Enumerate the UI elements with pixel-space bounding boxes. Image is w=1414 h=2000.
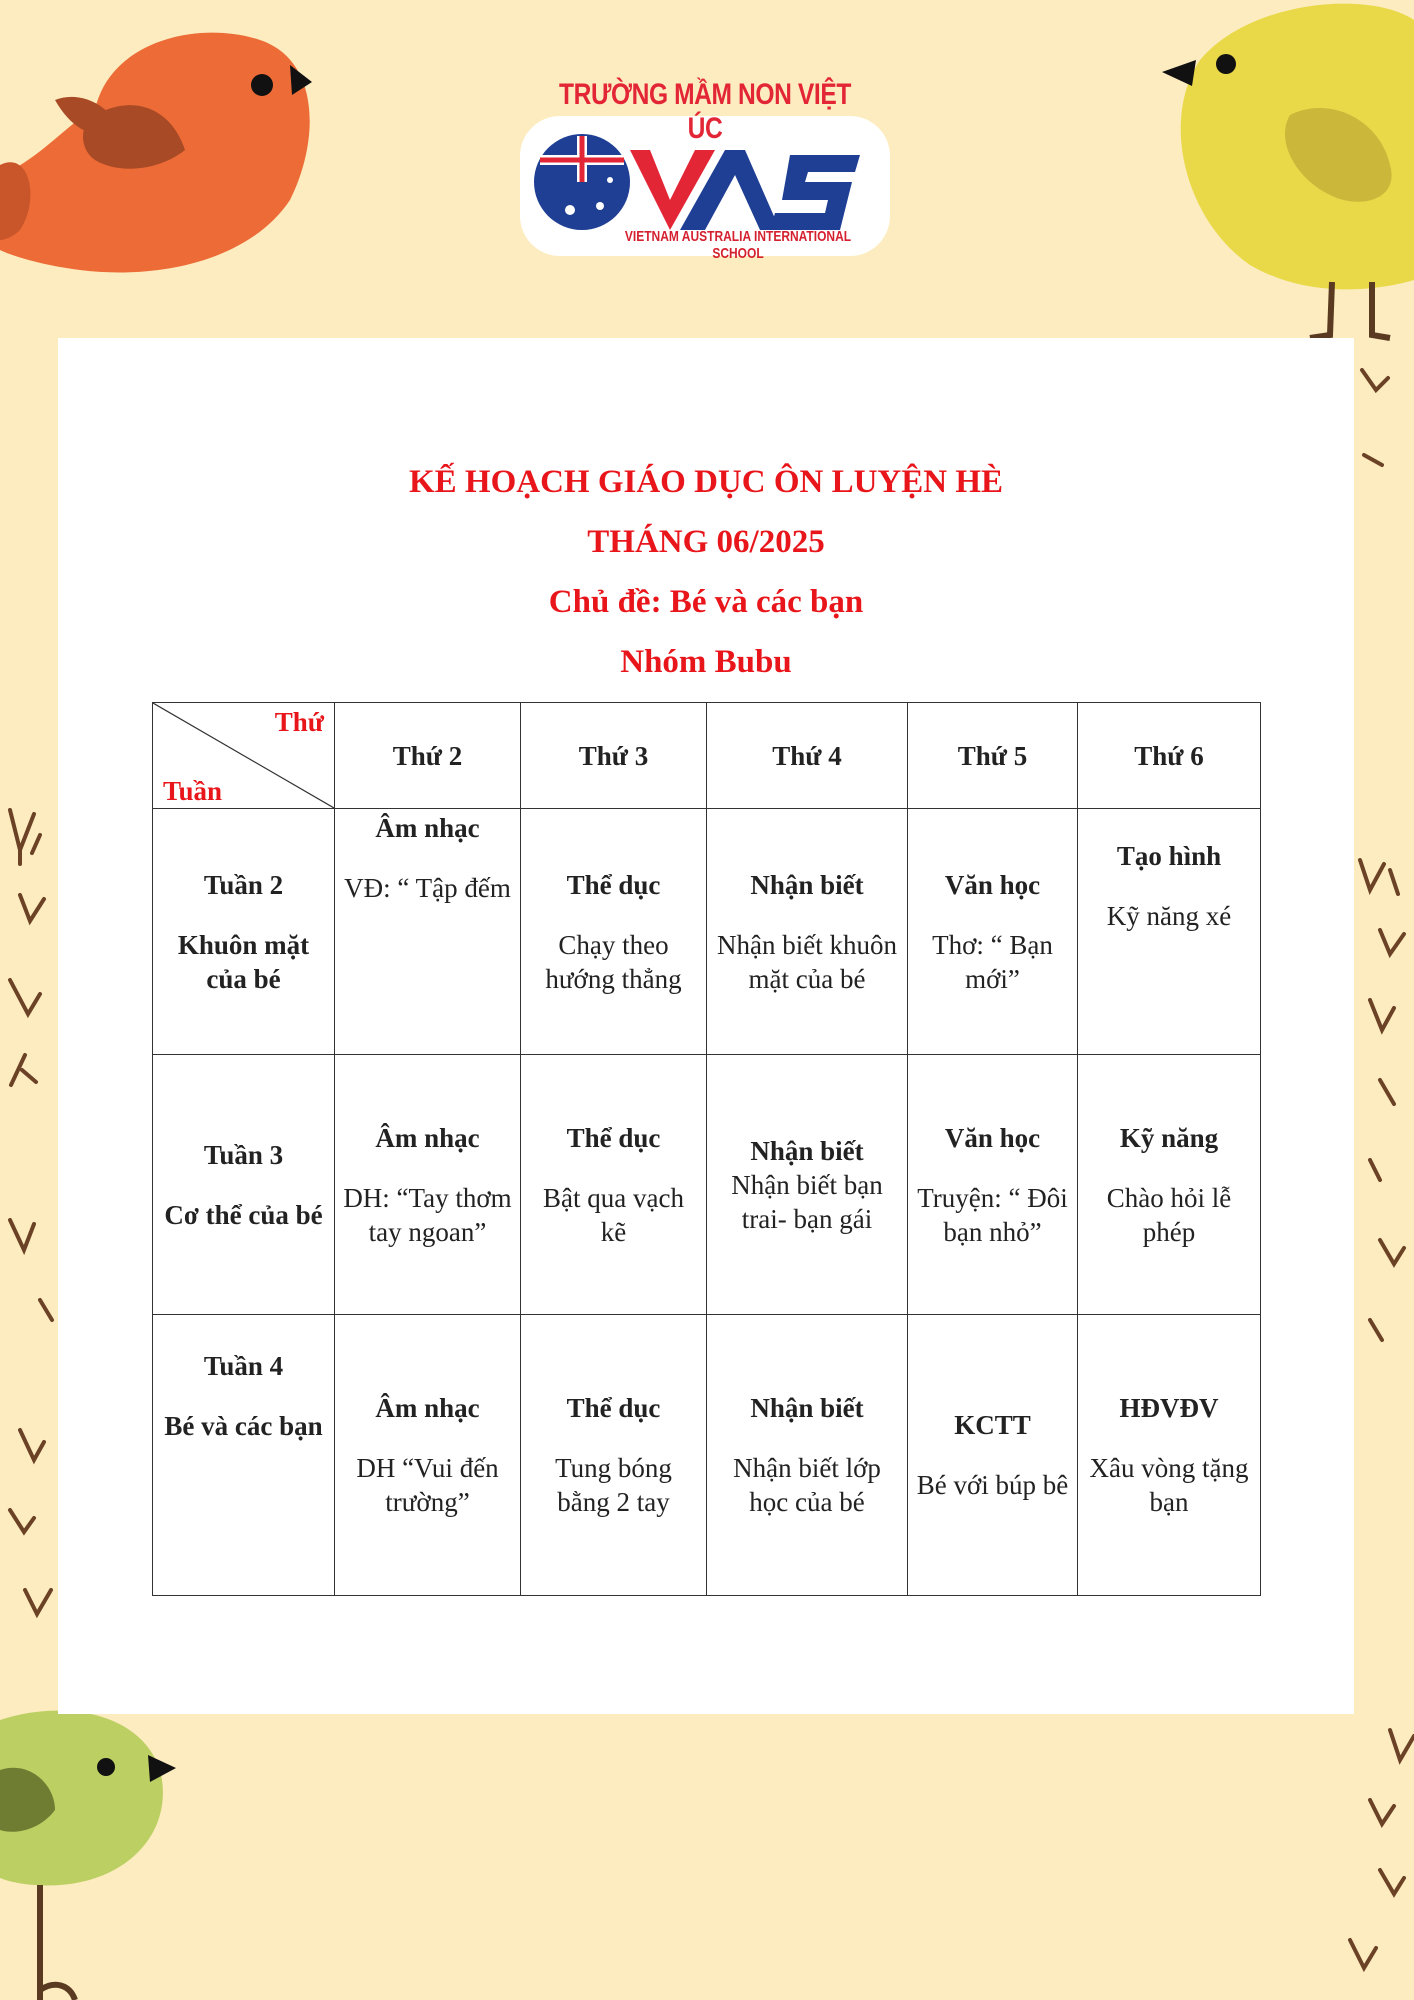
table-row <box>153 809 1261 1055</box>
subject-label: Nhận biết <box>750 869 864 900</box>
week-label: Tuần 4 <box>203 1351 284 1381</box>
plan-cell <box>521 809 707 1055</box>
table-header-row <box>153 703 1261 809</box>
plan-cell <box>707 1055 908 1315</box>
subject-label: Tạo hình <box>1116 841 1222 871</box>
twig-pattern-left <box>10 810 52 1614</box>
plan-cell <box>335 809 521 1055</box>
activity-text: Chào hỏi lễ phép <box>1106 1182 1232 1247</box>
plan-cell <box>908 1315 1078 1596</box>
week-topic: Khuôn mặt của bé <box>177 929 310 994</box>
activity-text: VĐ: “ Tập đếm <box>344 873 511 903</box>
subject-label: Thể dục <box>566 869 661 900</box>
day-header: Thứ 6 <box>1078 703 1261 809</box>
plan-cell <box>908 809 1078 1055</box>
week-topic: Cơ thể của bé <box>164 1199 323 1230</box>
orange-bird-illustration <box>0 33 312 273</box>
plan-cell <box>908 1055 1078 1315</box>
activity-text: Nhận biết lớp học của bé <box>733 1453 881 1517</box>
plan-cell <box>1078 1055 1261 1315</box>
document-month: THÁNG 06/2025 <box>587 524 825 560</box>
day-header: Thứ 2 <box>335 703 521 809</box>
plan-cell <box>521 1315 707 1596</box>
week-cell <box>153 1315 335 1596</box>
document-group: Nhóm Bubu <box>620 644 792 680</box>
week-cell <box>153 809 335 1055</box>
week-topic: Bé và các bạn <box>164 1411 323 1441</box>
document-title: KẾ HOẠCH GIÁO DỤC ÔN LUYỆN HÈ <box>408 464 1004 500</box>
plan-cell <box>707 809 908 1055</box>
document-theme: Chủ đề: Bé và các bạn <box>548 584 864 620</box>
week-label: Tuần 2 <box>203 869 284 900</box>
subject-label: Âm nhạc <box>375 813 480 843</box>
weekly-plan-table <box>152 702 1261 1596</box>
day-header: Thứ 5 <box>908 703 1078 809</box>
day-header: Thứ 4 <box>707 703 908 809</box>
activity-text: Bé với búp bê <box>916 1470 1069 1500</box>
activity-text: Tung bóng bằng 2 tay <box>555 1453 672 1517</box>
activity-text: Kỹ năng xé <box>1106 901 1232 931</box>
plan-cell <box>707 1315 908 1596</box>
table-row <box>153 1055 1261 1315</box>
plan-cell <box>335 1055 521 1315</box>
plan-cell <box>1078 809 1261 1055</box>
activity-text: Chạy theo hướng thẳng <box>545 929 682 994</box>
day-header: Thứ 3 <box>521 703 707 809</box>
green-bird-illustration <box>0 1711 176 2000</box>
activity-text: Truyện: “ Đôi bạn nhỏ” <box>917 1182 1068 1247</box>
twig-pattern-right <box>1350 370 1414 1968</box>
activity-text: DH: “Tay thơm tay ngoan” <box>343 1182 512 1247</box>
corner-week-label: Tuần <box>163 776 223 806</box>
plan-cell <box>521 1055 707 1315</box>
logo-subtitle-text: VIETNAM AUSTRALIA INTERNATIONAL SCHOOL <box>624 228 852 262</box>
subject-label: Nhận biết <box>750 1135 864 1166</box>
logo-title-text: TRƯỜNG MẦM NON VIỆT ÚC <box>559 78 851 145</box>
table-row <box>153 1315 1261 1596</box>
subject-label: HĐVĐV <box>1119 1393 1219 1423</box>
activity-text: Nhận biết bạn trai- bạn gái <box>731 1169 883 1234</box>
subject-label: Âm nhạc <box>375 1393 480 1423</box>
activity-text: Xâu vòng tặng bạn <box>1089 1453 1249 1517</box>
subject-label: Thể dục <box>566 1122 661 1153</box>
corner-day-label: Thứ <box>274 707 324 737</box>
subject-label: Văn học <box>944 869 1041 900</box>
table-corner-cell <box>153 703 335 809</box>
subject-label: Nhận biết <box>750 1393 864 1423</box>
subject-label: Thể dục <box>566 1393 661 1423</box>
activity-text: Bật qua vạch kẽ <box>543 1182 684 1247</box>
subject-label: Văn học <box>944 1122 1041 1153</box>
subject-label: Âm nhạc <box>375 1122 480 1153</box>
plan-cell <box>335 1315 521 1596</box>
activity-text: Nhận biết khuôn mặt của bé <box>717 929 897 994</box>
week-cell <box>153 1055 335 1315</box>
activity-text: DH “Vui đến trường” <box>356 1453 499 1517</box>
subject-label: Kỹ năng <box>1119 1122 1219 1153</box>
week-label: Tuần 3 <box>203 1139 284 1170</box>
yellow-bird-illustration <box>1162 4 1414 338</box>
activity-text: Thơ: “ Bạn mới” <box>932 929 1053 994</box>
subject-label: KCTT <box>954 1410 1031 1440</box>
school-logo <box>520 70 890 270</box>
plan-cell <box>1078 1315 1261 1596</box>
